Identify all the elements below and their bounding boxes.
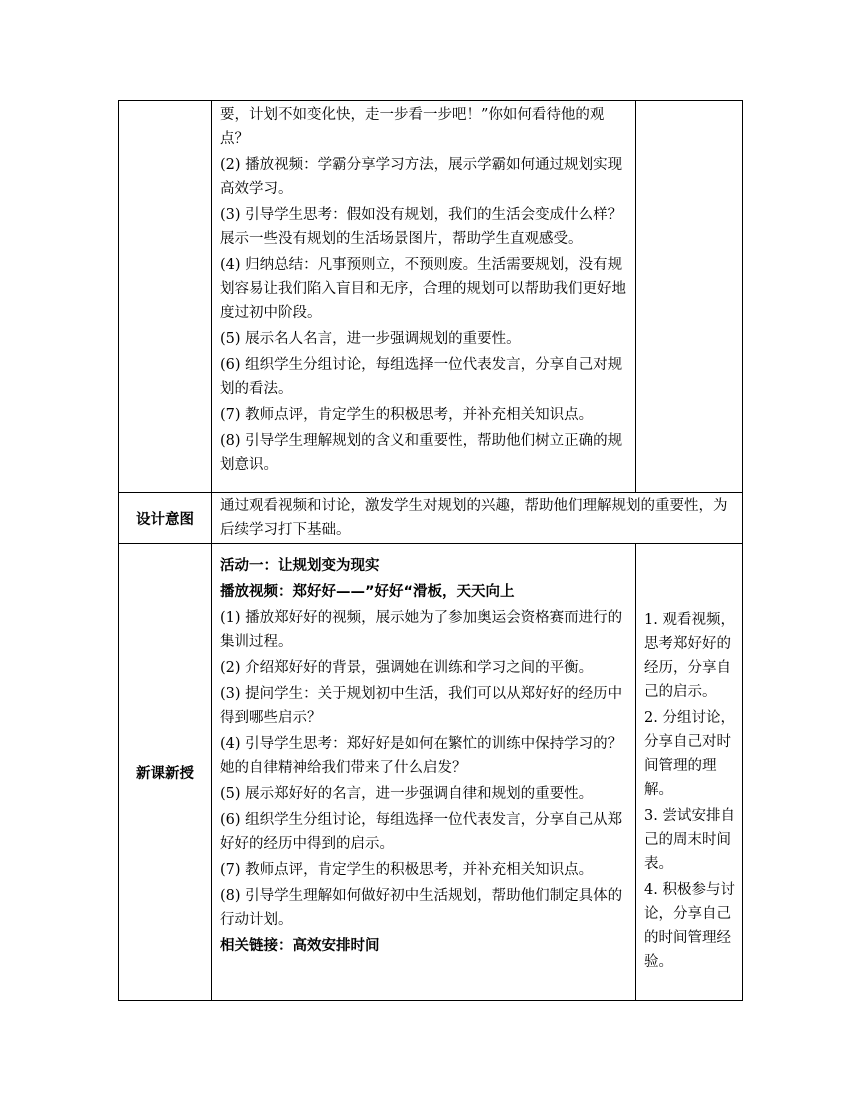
intro-side-cell	[636, 101, 743, 493]
lesson-item-7: (8) 引导学生理解如何做好初中生活规划，帮助他们制定具体的行动计划。	[220, 888, 623, 928]
table-row-new-lesson	[119, 544, 743, 1001]
lesson-item-2: (3) 提问学生：关于规划初中生活，我们可以从郑好好的经历中得到哪些启示？	[220, 686, 623, 726]
student-activity-0: 1. 观看视频，思考郑好好的经历，分享自己的启示。	[644, 612, 735, 700]
lesson-item-6: (7) 教师点评，肯定学生的积极思考，并补充相关知识点。	[220, 862, 594, 878]
intro-item-2: (3) 引导学生思考：假如没有规划，我们的生活会变成什么样？展示一些没有规划的生活场景图片，帮助学生直观感受。	[220, 207, 623, 247]
lesson-plan-table	[118, 100, 743, 1001]
intro-item-5: (6) 组织学生分组讨论，每组选择一位代表发言，分享自己对规划的看法。	[220, 357, 623, 397]
lesson-item-1: (2) 介绍郑好好的背景，强调她在训练和学习之间的平衡。	[220, 660, 594, 676]
new-lesson-label-text: 新课新授	[136, 765, 194, 782]
student-activity-cell	[636, 544, 743, 1001]
table-row-intro	[119, 101, 743, 493]
video-title: 播放视频：郑好好——”好好“滑板，天天向上	[220, 584, 515, 600]
design-text: 通过观看视频和讨论，激发学生对规划的兴趣，帮助他们理解规划的重要性，为后续学习打下基础。	[220, 498, 728, 538]
lesson-item-3: (4) 引导学生思考：郑好好是如何在繁忙的训练中保持学习的？她的自律精神给我们带来了什么启发？	[220, 736, 623, 776]
intro-item-3: (4) 归纳总结：凡事预则立，不预则废。生活需要规划，没有规划容易让我们陷入盲目和无序，合理的规划可以帮助我们更好地度过初中阶段。	[220, 257, 626, 321]
activity-title: 活动一：让规划变为现实	[220, 558, 380, 574]
student-activity-2: 3. 尝试安排自己的周末时间表。	[644, 808, 735, 872]
intro-content-cell	[212, 101, 636, 493]
lesson-item-4: (5) 展示郑好好的名言，进一步强调自律和规划的重要性。	[220, 786, 594, 802]
design-content-cell	[212, 493, 743, 544]
link-title: 相关链接：高效安排时间	[220, 938, 380, 954]
new-lesson-label	[119, 544, 212, 1001]
intro-item-4: (5) 展示名人名言，进一步强调规划的重要性。	[220, 331, 521, 347]
row-label-empty	[119, 101, 212, 493]
lesson-item-5: (6) 组织学生分组讨论，每组选择一位代表发言，分享自己从郑好好的经历中得到的启示。	[220, 812, 623, 852]
new-lesson-content-cell	[212, 544, 636, 1001]
intro-item-1: (2) 播放视频：学霸分享学习方法，展示学霸如何通过规划实现高效学习。	[220, 157, 623, 197]
intro-item-6: (7) 教师点评，肯定学生的积极思考，并补充相关知识点。	[220, 407, 594, 423]
design-label-text: 设计意图	[136, 511, 194, 528]
intro-item-0: 要，计划不如变化快，走一步看一步吧！”你如何看待他的观点？	[220, 107, 605, 147]
design-label	[119, 493, 212, 544]
student-activity-3: 4. 积极参与讨论，分享自己的时间管理经验。	[644, 882, 735, 970]
intro-item-7: (8) 引导学生理解规划的含义和重要性，帮助他们树立正确的规划意识。	[220, 433, 623, 473]
table-row-design	[119, 493, 743, 544]
student-activity-1: 2. 分组讨论，分享自己对时间管理的理解。	[644, 710, 735, 798]
lesson-item-0: (1) 播放郑好好的视频，展示她为了参加奥运会资格赛而进行的集训过程。	[220, 610, 623, 650]
